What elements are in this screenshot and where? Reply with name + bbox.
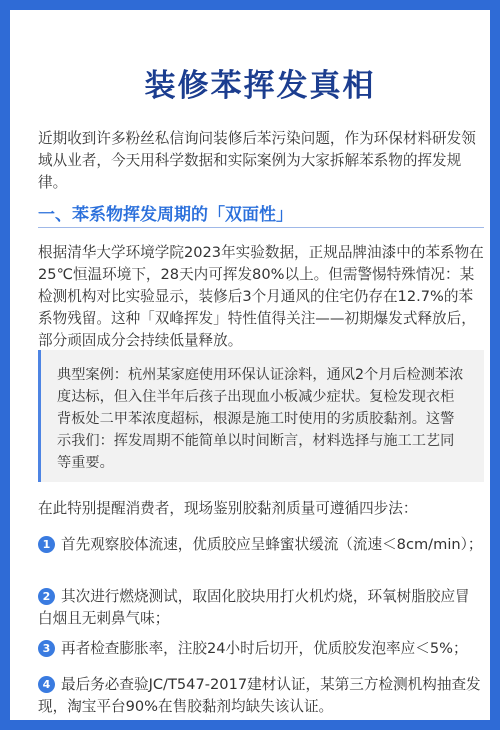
step-item: [38, 586, 484, 630]
reminder-paragraph: 在此特别提醒消费者，现场鉴别胶黏剂质量可遵循四步法：: [38, 500, 418, 517]
step-item: [38, 534, 484, 556]
step-item: [38, 638, 484, 660]
intro-paragraph: 近期收到许多粉丝私信询问装修后苯污染问题，作为环保材料研发领域从业者，今天用科学数据和实际案例为大家拆解苯系物的挥发规律。: [38, 130, 476, 191]
data-paragraph: 根据清华大学环境学院2023年实验数据，正规品牌油漆中的苯系物在25℃恒温环境下，28天内可挥发80%以上。但需警惕特殊情况：某检测机构对比实验显示，装修后3个月通风的住宅仍存在12.7%的苯系物残留。这种「双峰挥发」特性值得关注——初期爆发式释放后，部分顽固成分会持续低量释放。: [38, 244, 484, 349]
step-number-badge: 2: [38, 588, 55, 605]
step-item: [38, 674, 484, 718]
step-text: 其次进行燃烧测试，取固化胶块用打火机灼烧，环氧树脂胶应冒白烟且无刺鼻气味；: [38, 588, 470, 627]
step-number-badge: 1: [38, 536, 55, 553]
section-divider: [38, 227, 484, 228]
step-text: 再者检查膨胀率，注胶24小时后切开，优质胶发泡率应＜5%；: [61, 640, 468, 657]
step-text: 最后务必查验JC/T547-2017建材认证，某第三方检测机构抽查发现，淘宝平台90%在售胶黏剂均缺失该认证。: [38, 676, 481, 715]
article: [20, 20, 500, 730]
step-number-badge: 3: [38, 640, 55, 657]
section-heading: 一、苯系物挥发周期的「双面性」: [38, 205, 293, 225]
step-text: 首先观察胶体流速，优质胶应呈蜂蜜状缓流（流速＜8cm/min）；: [61, 536, 483, 553]
case-quote-text: 典型案例：杭州某家庭使用环保认证涂料，通风2个月后检测苯浓度达标，但入住半年后孩子出现血小板减少症状。复检发现衣柜背板处二甲苯浓度超标，根源是施工时使用的劣质胶黏剂。这警示我们：挥发周期不能简单以时间断言，材料选择与施工工艺同等重要。: [57, 367, 464, 471]
case-quote-box: [38, 350, 484, 482]
step-number-badge: 4: [38, 676, 55, 693]
page-title: 装修苯挥发真相: [144, 68, 376, 104]
